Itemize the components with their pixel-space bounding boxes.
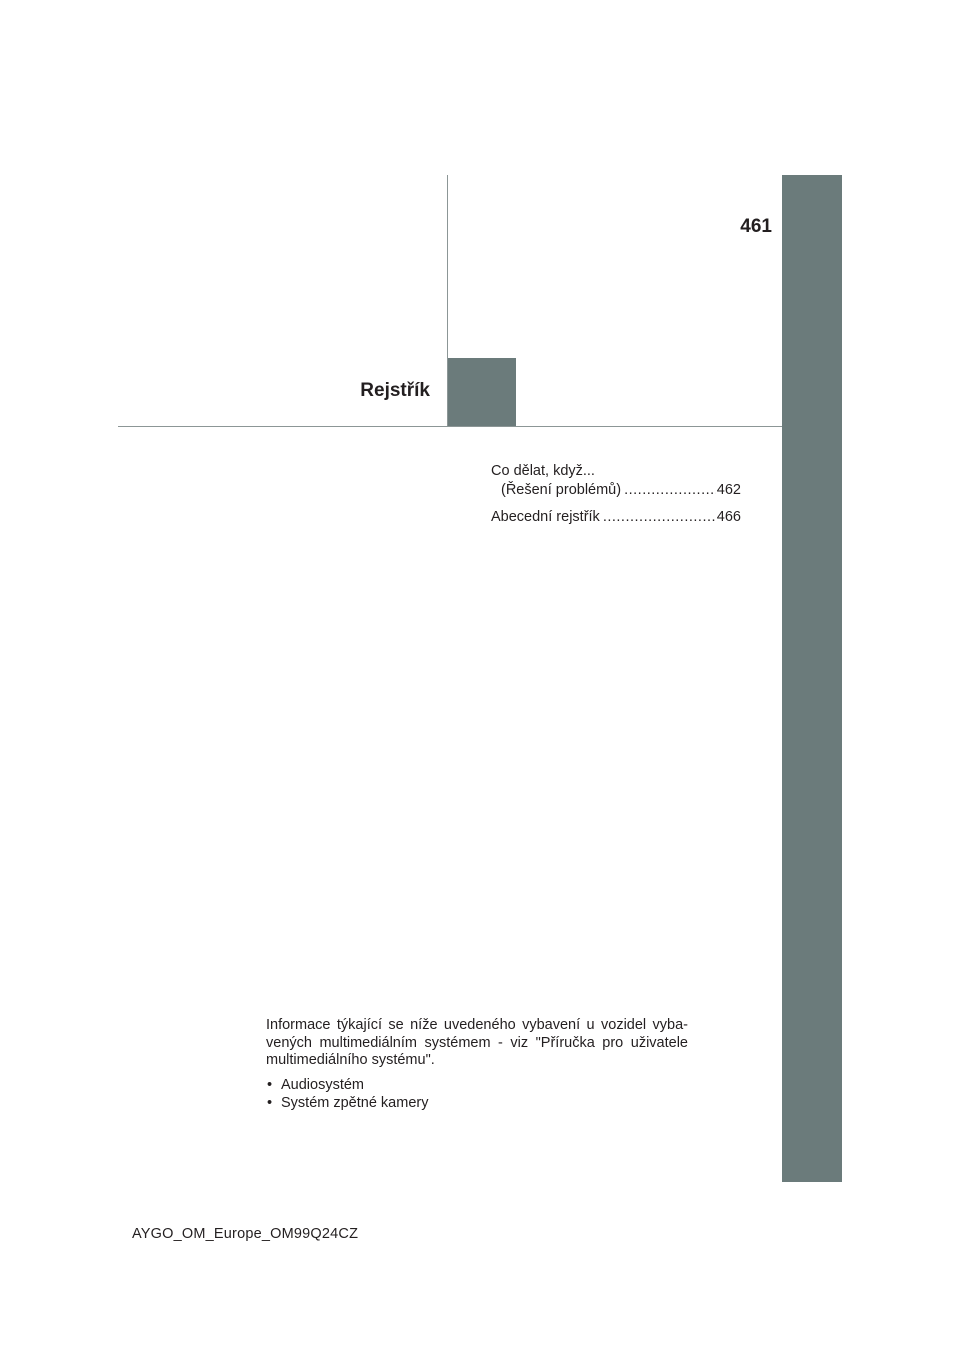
- page-number: 461: [740, 216, 772, 237]
- equipment-list: [266, 1076, 688, 1112]
- multimedia-info-note: [266, 1017, 688, 1112]
- dot-leader: [603, 508, 716, 527]
- bullet-icon: •: [267, 1094, 273, 1111]
- contents-item-troubleshooting[interactable]: [491, 462, 741, 500]
- contents-list: [491, 462, 741, 535]
- contents-item-alphabetical-index[interactable]: [491, 508, 741, 527]
- bullet-icon: •: [267, 1076, 273, 1093]
- contents-item-page: 462: [716, 482, 741, 498]
- info-paragraph: Informace týkající se níže uvedeného vybavení u vozidel vyba-vených multimediálním systémem - viz "Příručka pro uživatele multimediálního systému".: [266, 1017, 688, 1068]
- list-item: • Systém zpětné kamery: [267, 1094, 429, 1111]
- contents-item-label: Abecední rejstřík: [491, 509, 600, 525]
- horizontal-divider: [118, 426, 782, 427]
- section-marker-block: [448, 358, 516, 427]
- list-item: • Audiosystém: [267, 1076, 365, 1093]
- dot-leader: [624, 481, 716, 500]
- section-title: Rejstřík: [360, 380, 430, 401]
- contents-item-label: Co dělat, když...: [491, 463, 595, 479]
- contents-item-sublabel: (Řešení problémů): [501, 482, 622, 498]
- chapter-edge-tab: [782, 175, 842, 1182]
- contents-item-page: 466: [716, 509, 741, 525]
- document-code: AYGO_OM_Europe_OM99Q24CZ: [132, 1226, 359, 1242]
